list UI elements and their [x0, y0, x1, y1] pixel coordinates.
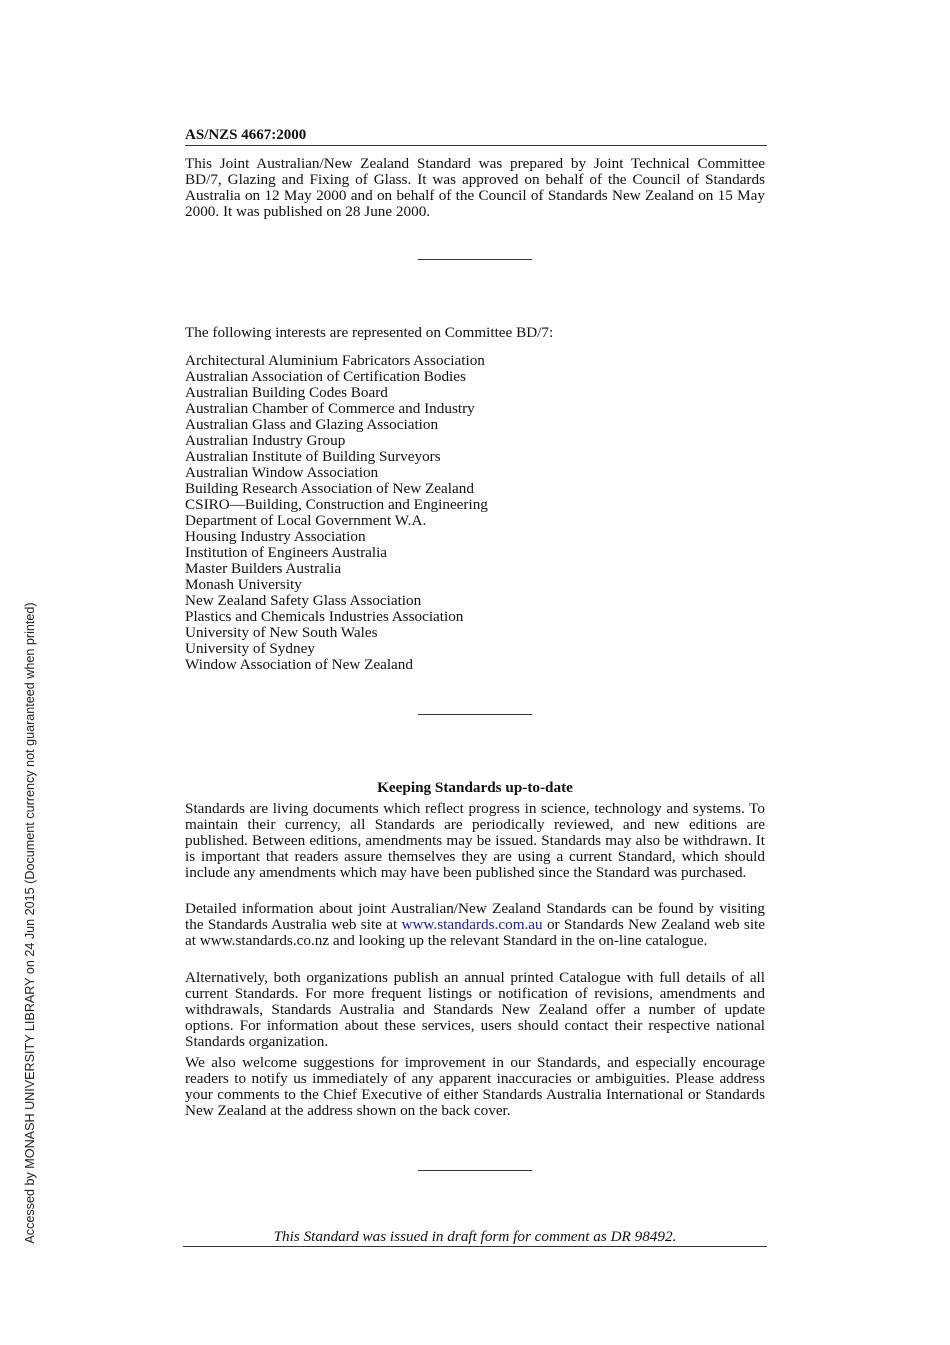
committee-member-list [185, 353, 488, 673]
divider-rule [418, 714, 532, 715]
committee-intro: The following interests are represented on Committee BD/7: [185, 324, 554, 341]
list-item: Institution of Engineers Australia [185, 544, 388, 561]
paragraph-standards-living-documents: Standards are living documents which reflect progress in science, technology and systems. To maintain their currency, all Standards are periodically reviewed, and new editions are published. Between editions, amendments may be issued. Standards may also be withdrawn. It is important that readers assure themselves they are using a current Standard, which should include any amendments which may have been published since the Standard was purchased. [185, 800, 765, 881]
paragraph-text: Detailed information about joint Australian/New Zealand Standards can be found by visiting the Standards Australia web site at [185, 900, 765, 933]
paragraph-web-information [185, 901, 765, 949]
list-item: Australian Window Association [185, 464, 379, 481]
paragraph-suggestions: We also welcome suggestions for improvement in our Standards, and especially encourage readers to notify us immediately of any apparent inaccuracies or ambiguities. Please address your comments to the Chief Executive of either Standards Australia International or Standards New Zealand at the address shown on the back cover. [185, 1054, 765, 1119]
list-item: Australian Association of Certification Bodies [185, 368, 466, 385]
draft-note-footer: This Standard was issued in draft form for comment as DR 98492. [183, 1228, 767, 1247]
list-item: Australian Industry Group [185, 432, 346, 449]
list-item: Department of Local Government W.A. [185, 512, 427, 529]
divider-rule [418, 259, 532, 260]
standards-australia-link[interactable]: www.standards.com.au [401, 916, 543, 933]
list-item: Housing Industry Association [185, 528, 366, 545]
intro-paragraph: This Joint Australian/New Zealand Standard was prepared by Joint Technical Committee BD/7, Glazing and Fixing of Glass. It was approved on behalf of the Council of Standards Australia on 12 May 2000 and on behalf of the Council of Standards New Zealand on 15 May 2000. It was published on 28 June 2000. [185, 155, 765, 220]
access-watermark: Accessed by MONASH UNIVERSITY LIBRARY on 24 Jun 2015 (Document currency not guaranteed when printed) [23, 602, 37, 1244]
section-heading: Keeping Standards up-to-date [377, 779, 573, 796]
list-item: Australian Building Codes Board [185, 384, 388, 401]
list-item: Building Research Association of New Zealand [185, 480, 474, 497]
list-item: Master Builders Australia [185, 560, 342, 577]
list-item: Australian Institute of Building Surveyors [185, 448, 441, 465]
paragraph-catalogue: Alternatively, both organizations publish an annual printed Catalogue with full details of all current Standards. For more frequent listings or notification of revisions, amendments and withdrawals, Standards Australia and Standards New Zealand offer a number of update options. For information about these services, users should contact their respective national Standards organization. [185, 969, 765, 1050]
list-item: Australian Chamber of Commerce and Industry [185, 400, 475, 417]
divider-rule [418, 1170, 532, 1171]
list-item: CSIRO—Building, Construction and Engineering [185, 496, 488, 513]
list-item: Plastics and Chemicals Industries Association [185, 608, 464, 625]
list-item: Australian Glass and Glazing Association [185, 416, 439, 433]
list-item: Architectural Aluminium Fabricators Association [185, 352, 485, 369]
list-item: Monash University [185, 576, 302, 593]
list-item: New Zealand Safety Glass Association [185, 592, 422, 609]
standard-number-header: AS/NZS 4667:2000 [185, 126, 767, 146]
list-item: Window Association of New Zealand [185, 656, 413, 673]
list-item: University of New South Wales [185, 624, 378, 641]
list-item: University of Sydney [185, 640, 315, 657]
paragraph-text: or Standards New Zealand web site at www.standards.co.nz and looking up the relevant Standard in the on-line catalogue. [185, 916, 766, 949]
